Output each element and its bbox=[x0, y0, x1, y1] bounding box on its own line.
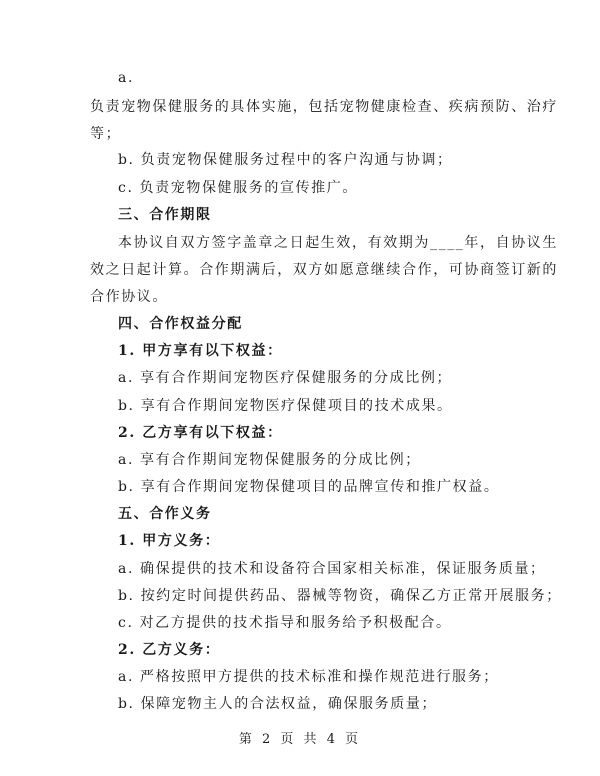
list-item: a. 严格按照甲方提供的技术标准和操作规范进行服务； bbox=[118, 669, 499, 685]
paragraph-line: 本协议自双方签字盖章之日起生效，有效期为____年，自协议生 bbox=[118, 235, 558, 251]
list-item: a. 享有合作期间宠物医疗保健服务的分成比例； bbox=[118, 370, 453, 386]
paragraph-line: 效之日起计算。合作期满后，双方如愿意继续合作，可协商签订新的 bbox=[90, 262, 558, 278]
list-item: b. 负责宠物保健服务过程中的客户沟通与协调； bbox=[118, 152, 453, 168]
section-heading: 四、合作权益分配 bbox=[118, 316, 243, 332]
list-item: a. 享有合作期间宠物保健服务的分成比例； bbox=[118, 452, 421, 468]
list-item: b. 按约定时间提供药品、器械等物资，确保乙方正常开展服务； bbox=[118, 588, 562, 604]
list-item: b. 保障宠物主人的合法权益，确保服务质量； bbox=[118, 696, 438, 712]
paragraph-line: 等； bbox=[90, 126, 122, 142]
page-number: 第 2 页 共 4 页 bbox=[238, 732, 362, 747]
section-heading: 五、合作义务 bbox=[118, 506, 212, 522]
subsection-heading: 1. 甲方义务： bbox=[118, 533, 221, 549]
subsection-heading: 1. 甲方享有以下权益： bbox=[118, 343, 283, 359]
list-item: b. 享有合作期间宠物保健项目的品牌宣传和推广权益。 bbox=[118, 479, 500, 495]
list-item: a. 确保提供的技术和设备符合国家相关标准，保证服务质量； bbox=[118, 561, 546, 577]
subsection-heading: 2. 乙方义务： bbox=[118, 642, 221, 658]
list-item: c. 负责宠物保健服务的宣传推广。 bbox=[118, 180, 358, 196]
list-item: c. 对乙方提供的技术指导和服务给予积极配合。 bbox=[118, 615, 452, 631]
subsection-heading: 2. 乙方享有以下权益： bbox=[118, 425, 283, 441]
section-heading: 三、合作期限 bbox=[118, 207, 212, 223]
paragraph-line: 合作协议。 bbox=[90, 289, 168, 305]
list-item: b. 享有合作期间宠物医疗保健项目的技术成果。 bbox=[118, 398, 453, 414]
list-item: a. bbox=[118, 70, 134, 86]
paragraph-line: 负责宠物保健服务的具体实施，包括宠物健康检查、疾病预防、治疗 bbox=[90, 99, 558, 115]
